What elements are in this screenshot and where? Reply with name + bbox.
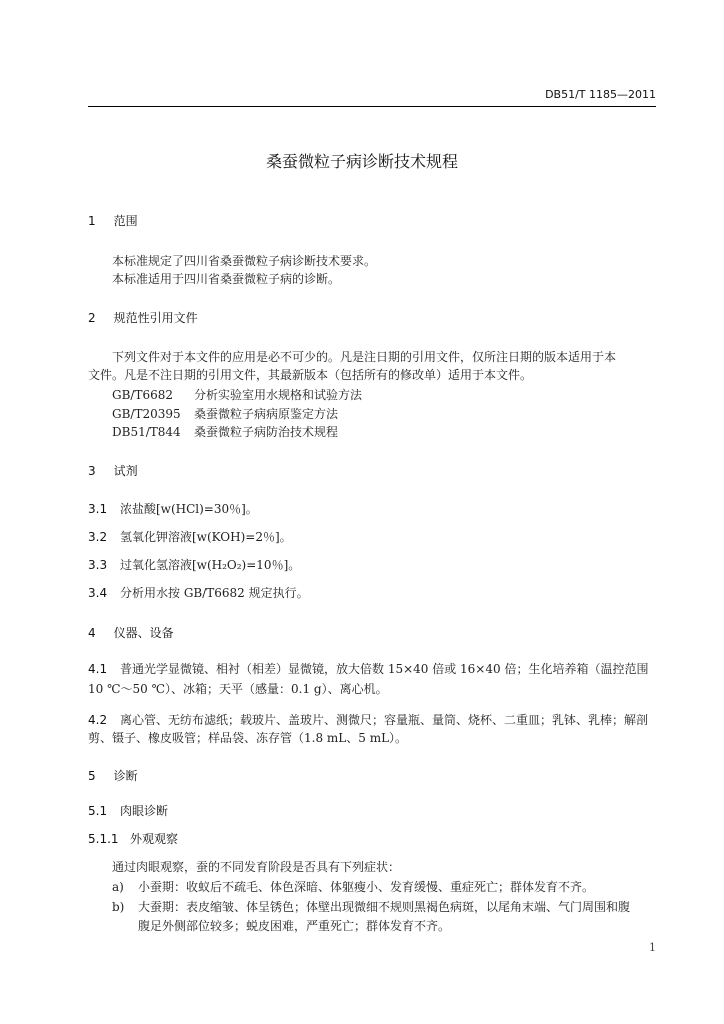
references-paragraph-line-1: 下列文件对于本文件的应用是必不可少的。凡是注日期的引用文件，仅所注日期的版本适用于本	[112, 350, 617, 364]
reference-name: 分析实验室用水规格和试验方法	[194, 388, 363, 402]
reagent-item	[88, 556, 300, 573]
reagent-item	[88, 500, 258, 517]
section-number: 4	[88, 626, 96, 640]
list-text: 小蚕期：收蚁后不疏毛、体色深暗、体躯瘦小、发育缓慢、重症死亡；群体发育不齐。	[138, 880, 595, 894]
reference-code: GB/T20395	[112, 407, 181, 421]
subsection-5-1-1-heading	[88, 830, 178, 847]
clause-number: 3.4	[88, 586, 108, 600]
reagent-text: 浓盐酸[w(HCl)=30％]。	[120, 502, 258, 516]
list-marker: a)	[112, 880, 124, 894]
reference-code: DB51/T844	[112, 425, 181, 439]
subsection-label: 肉眼诊断	[120, 804, 169, 818]
section-5-heading	[88, 767, 138, 784]
reference-name: 桑蚕微粒子病防治技术规程	[194, 425, 339, 439]
observation-intro: 通过肉眼观察，蚕的不同发育阶段是否具有下列症状：	[112, 860, 401, 874]
clause-number: 5.1.1	[88, 832, 119, 846]
standard-code: DB51/T 1185—2011	[545, 88, 656, 101]
clause-number: 3.3	[88, 558, 108, 572]
section-label: 试剂	[113, 464, 138, 478]
equipment-item-2-line-2: 剪、镊子、橡皮吸管；样品袋、冻存管（1.8 mL、5 mL）。	[88, 731, 408, 745]
equipment-item-1-line-1	[88, 660, 648, 677]
reference-code: GB/T6682	[112, 388, 173, 402]
document-title: 桑蚕微粒子病诊断技术规程	[265, 152, 458, 171]
equipment-item-1-line-2: 10 ℃～50 ℃）、冰箱；天平（感量：0.1 g）、离心机。	[88, 682, 388, 696]
section-1-heading	[88, 212, 138, 229]
section-label: 规范性引用文件	[113, 311, 198, 325]
list-item-b-continuation: 腹足外侧部位较多；蜕皮困难，严重死亡；群体发育不齐。	[138, 919, 451, 933]
reagent-text: 氢氧化钾溶液[w(KOH)=2％]。	[120, 530, 292, 544]
references-paragraph-line-2: 文件。凡是不注日期的引用文件，其最新版本（包括所有的修改单）适用于本文件。	[88, 368, 533, 382]
list-item-a	[112, 878, 594, 895]
section-number: 3	[88, 464, 96, 478]
section-number: 5	[88, 769, 96, 783]
list-item-b	[112, 898, 630, 915]
header-rule	[88, 106, 656, 107]
section-label: 仪器、设备	[113, 626, 174, 640]
reference-item	[112, 423, 338, 440]
page-number: 1	[649, 941, 656, 954]
clause-number: 3.2	[88, 530, 108, 544]
clause-number: 3.1	[88, 502, 108, 516]
section-3-heading	[88, 462, 138, 479]
section-4-heading	[88, 624, 174, 641]
clause-number: 5.1	[88, 804, 108, 818]
equipment-item-2-line-1	[88, 711, 648, 728]
reagent-item	[88, 584, 309, 601]
equipment-text: 普通光学显微镜、相衬（相差）显微镜，放大倍数 15×40 倍或 16×40 倍；生化培养箱（温控范围	[120, 662, 649, 676]
section-label: 诊断	[113, 769, 138, 783]
list-marker: b)	[112, 900, 125, 914]
reagent-text: 过氧化氢溶液[w(H₂O₂)=10％]。	[120, 558, 301, 572]
clause-number: 4.2	[88, 713, 108, 727]
scope-paragraph-1: 本标准规定了四川省桑蚕微粒子病诊断技术要求。	[112, 254, 377, 268]
reagent-item	[88, 528, 292, 545]
scope-paragraph-2: 本标准适用于四川省桑蚕微粒子病的诊断。	[112, 272, 341, 286]
section-2-heading	[88, 309, 198, 326]
section-label: 范围	[113, 214, 138, 228]
section-number: 2	[88, 311, 96, 325]
reagent-text: 分析用水按 GB/T6682 规定执行。	[120, 586, 309, 600]
reference-name: 桑蚕微粒子病病原鉴定方法	[194, 407, 339, 421]
list-text: 大蚕期：表皮缩皱、体呈锈色；体壁出现微细不规则黑褐色病斑，以尾角末端、气门周围和腹	[138, 900, 631, 914]
equipment-text: 离心管、无纺布滤纸；载玻片、盖玻片、测微尺；容量瓶、量筒、烧杯、二重皿；乳钵、乳棒；解剖	[120, 713, 649, 727]
reference-item	[112, 405, 338, 422]
subsection-label: 外观观察	[130, 832, 179, 846]
reference-item	[112, 386, 362, 403]
section-number: 1	[88, 214, 96, 228]
clause-number: 4.1	[88, 662, 108, 676]
subsection-5-1-heading	[88, 802, 168, 819]
